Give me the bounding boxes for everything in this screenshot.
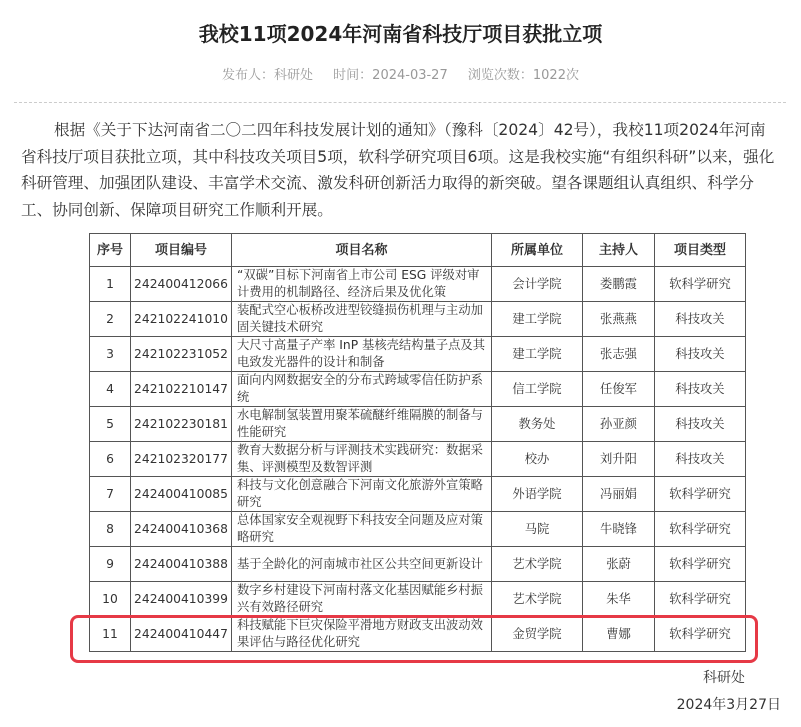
table-row: [90, 582, 746, 617]
row-no: 2: [90, 302, 131, 337]
row-host: 张燕燕: [583, 302, 655, 337]
row-no: 11: [90, 617, 131, 652]
row-host: 任俊军: [583, 372, 655, 407]
row-unit: 马院: [492, 512, 583, 547]
footer-signature: 科研处: [703, 670, 745, 686]
row-type: 软科学研究: [655, 267, 746, 302]
table-row: [90, 442, 746, 477]
row-no: 5: [90, 407, 131, 442]
row-type: 软科学研究: [655, 477, 746, 512]
row-unit: 信工学院: [492, 372, 583, 407]
row-project-name: 教育大数据分析与评测技术实践研究：数据采集、评测模型及数智评测: [232, 442, 492, 477]
row-host: 冯丽娟: [583, 477, 655, 512]
header-no: 序号: [90, 234, 131, 267]
row-type: 软科学研究: [655, 547, 746, 582]
row-project-name: 水电解制氢装置用聚苯硫醚纤维隔膜的制备与性能研究: [232, 407, 492, 442]
row-code: 242102230181: [131, 407, 232, 442]
table-row: [90, 407, 746, 442]
row-no: 1: [90, 267, 131, 302]
row-code: 242400410388: [131, 547, 232, 582]
views-text: 浏览次数：1022次: [467, 68, 579, 83]
row-code: 242400410085: [131, 477, 232, 512]
row-unit: 建工学院: [492, 337, 583, 372]
row-project-name: 面向内网数据安全的分布式跨域零信任防护系统: [232, 372, 492, 407]
row-project-name: 装配式空心板桥改进型铰缝损伤机理与主动加固关键技术研究: [232, 302, 492, 337]
row-unit: 校办: [492, 442, 583, 477]
row-host: 张蔚: [583, 547, 655, 582]
row-unit: 外语学院: [492, 477, 583, 512]
row-project-name: 科技赋能下巨灾保险平滑地方财政支出波动效果评估与路径优化研究: [232, 617, 492, 652]
table-row: [90, 477, 746, 512]
row-unit: 艺术学院: [492, 547, 583, 582]
row-no: 4: [90, 372, 131, 407]
row-host: 娄鹏霞: [583, 267, 655, 302]
article-meta: [0, 64, 801, 83]
article-title: 我校11项2024年河南省科技厅项目获批立项: [198, 22, 603, 46]
header-name: 项目名称: [232, 234, 492, 267]
row-host: 曹娜: [583, 617, 655, 652]
row-host: 张志强: [583, 337, 655, 372]
table-row: [90, 512, 746, 547]
header-host: 主持人: [583, 234, 655, 267]
table-row: [90, 547, 746, 582]
row-code: 242400410447: [131, 617, 232, 652]
header-unit: 所属单位: [492, 234, 583, 267]
row-project-name: “双碳”目标下河南省上市公司 ESG 评级对审计费用的机制路径、经济后果及优化策: [232, 267, 492, 302]
row-type: 科技攻关: [655, 337, 746, 372]
row-unit: 会计学院: [492, 267, 583, 302]
row-code: 242102241010: [131, 302, 232, 337]
table-header-row: [90, 234, 746, 267]
table-row: [90, 302, 746, 337]
row-type: 科技攻关: [655, 372, 746, 407]
row-unit: 教务处: [492, 407, 583, 442]
row-no: 8: [90, 512, 131, 547]
header-code: 项目编号: [131, 234, 232, 267]
table-row: [90, 267, 746, 302]
row-type: 科技攻关: [655, 302, 746, 337]
row-host: 牛晓锋: [583, 512, 655, 547]
article-paragraph: 根据《关于下达河南省二〇二四年科技发展计划的通知》（豫科〔2024〕42号），我校11项2024年河南省科技厅项目获批立项，其中科技攻关项目5项，软科学研究项目6项。这是我校实施“有组织科研”以来，强化科研管理、加强团队建设、丰富学术交流、激发科研创新活力取得的新突破。望各课题组认真组织、科学分工、协同创新、保障项目研究工作顺利开展。: [21, 121, 775, 219]
row-project-name: 科技与文化创意融合下河南文化旅游外宣策略研究: [232, 477, 492, 512]
footer-date: 2024年3月27日: [676, 697, 781, 713]
row-unit: 建工学院: [492, 302, 583, 337]
row-project-name: 总体国家安全观视野下科技安全问题及应对策略研究: [232, 512, 492, 547]
row-host: 孙亚颜: [583, 407, 655, 442]
row-unit: 艺术学院: [492, 582, 583, 617]
row-host: 刘升阳: [583, 442, 655, 477]
row-no: 9: [90, 547, 131, 582]
row-code: 242400412066: [131, 267, 232, 302]
row-type: 科技攻关: [655, 407, 746, 442]
row-no: 7: [90, 477, 131, 512]
meta-divider: [14, 102, 786, 103]
row-unit: 金贸学院: [492, 617, 583, 652]
row-type: 软科学研究: [655, 582, 746, 617]
table-row: [90, 337, 746, 372]
row-code: 242102320177: [131, 442, 232, 477]
row-type: 科技攻关: [655, 442, 746, 477]
time-text: 时间：2024-03-27: [333, 68, 448, 83]
row-type: 软科学研究: [655, 512, 746, 547]
row-no: 10: [90, 582, 131, 617]
row-project-name: 大尺寸高量子产率 InP 基核壳结构量子点及其电致发光器件的设计和制备: [232, 337, 492, 372]
row-project-name: 数字乡村建设下河南村落文化基因赋能乡村振兴有效路径研究: [232, 582, 492, 617]
header-type: 项目类型: [655, 234, 746, 267]
table-row-highlighted: [90, 617, 746, 652]
table-row: [90, 372, 746, 407]
row-no: 6: [90, 442, 131, 477]
row-code: 242102231052: [131, 337, 232, 372]
row-host: 朱华: [583, 582, 655, 617]
project-table: [89, 233, 746, 652]
row-type: 软科学研究: [655, 617, 746, 652]
publisher-text: 发布人：科研处: [222, 68, 314, 83]
row-code: 242400410368: [131, 512, 232, 547]
row-code: 242102210147: [131, 372, 232, 407]
row-code: 242400410399: [131, 582, 232, 617]
row-project-name: 基于全龄化的河南城市社区公共空间更新设计: [232, 547, 492, 582]
row-no: 3: [90, 337, 131, 372]
